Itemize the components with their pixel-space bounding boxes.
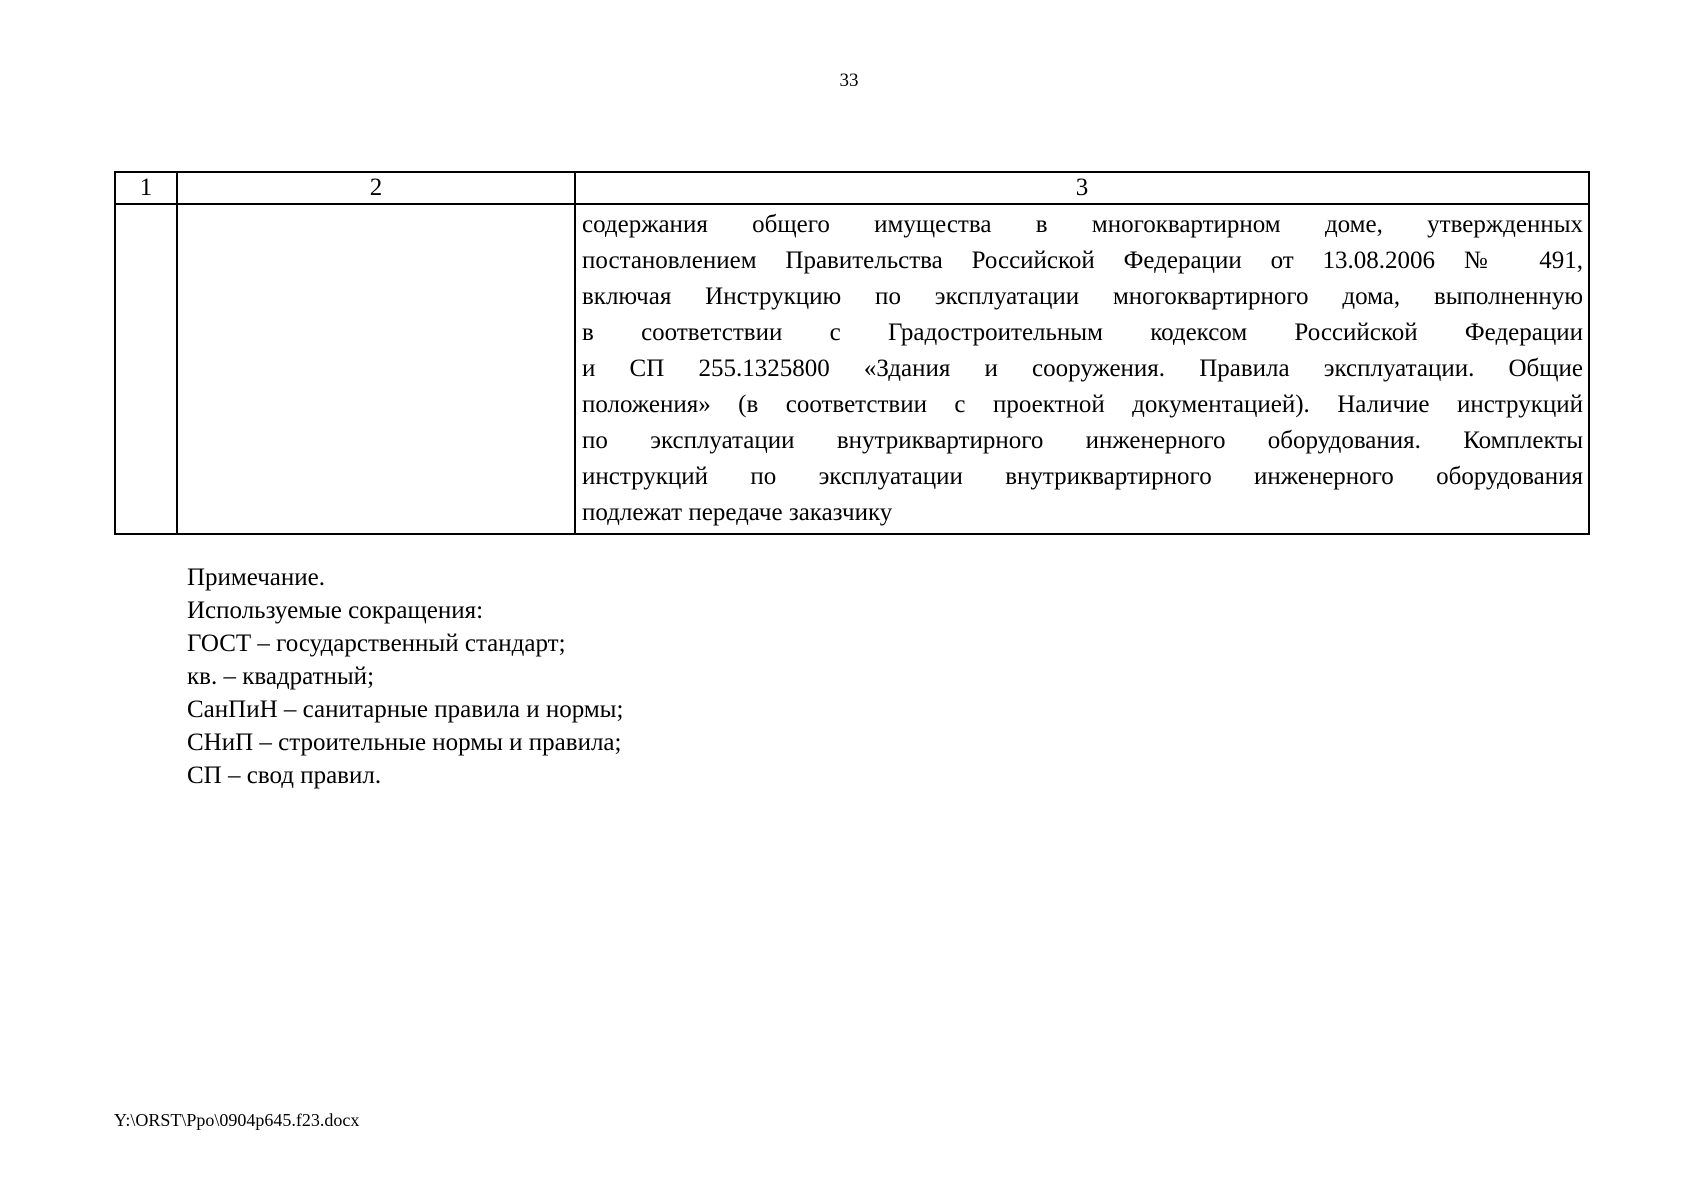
requirement-text-line: и СП 255.1325800 «Здания и сооружения. Правила эксплуатации. Общие <box>582 355 1583 382</box>
requirement-text-line: подлежат передаче заказчику <box>582 499 893 526</box>
requirement-text-line: инструкций по эксплуатации внутриквартирного инженерного оборудования <box>582 463 1583 490</box>
cell-col1 <box>115 204 177 534</box>
table-row <box>115 204 1589 534</box>
column-header-3: 3 <box>575 172 1589 204</box>
requirements-table <box>114 171 1590 535</box>
abbreviation-item: кв. – квадратный; <box>187 663 375 690</box>
requirement-text-line: постановлением Правительства Российской Федерации от 13.08.2006 № 491, <box>582 247 1583 274</box>
abbreviation-item: СП – свод правил. <box>187 762 382 789</box>
column-header-2: 2 <box>177 172 575 204</box>
table-header-row <box>115 172 1589 204</box>
requirement-text-line: по эксплуатации внутриквартирного инженерного оборудования. Комплекты <box>582 427 1583 454</box>
page-number: 33 <box>839 70 859 91</box>
note-subtitle: Используемые сокращения: <box>187 597 484 624</box>
requirement-text-line: содержания общего имущества в многоквартирном доме, утвержденных <box>582 211 1583 238</box>
cell-col2 <box>177 204 575 534</box>
note-title: Примечание. <box>187 564 326 591</box>
abbreviation-item: ГОСТ – государственный стандарт; <box>187 630 566 657</box>
requirement-text-line: положения» (в соответствии с проектной документацией). Наличие инструкций <box>582 391 1583 418</box>
cell-col3-requirement-text <box>575 204 1589 534</box>
column-header-1: 1 <box>115 172 177 204</box>
abbreviations-note <box>187 561 623 792</box>
footer-file-path: Y:\ORST\Ppo\0904p645.f23.docx <box>114 1110 360 1130</box>
requirement-text-line: в соответствии с Градостроительным кодексом Российской Федерации <box>582 319 1583 346</box>
abbreviation-item: СНиП – строительные нормы и правила; <box>187 729 622 756</box>
abbreviation-item: СанПиН – санитарные правила и нормы; <box>187 696 624 723</box>
requirement-text-line: включая Инструкцию по эксплуатации многоквартирного дома, выполненную <box>582 283 1583 310</box>
